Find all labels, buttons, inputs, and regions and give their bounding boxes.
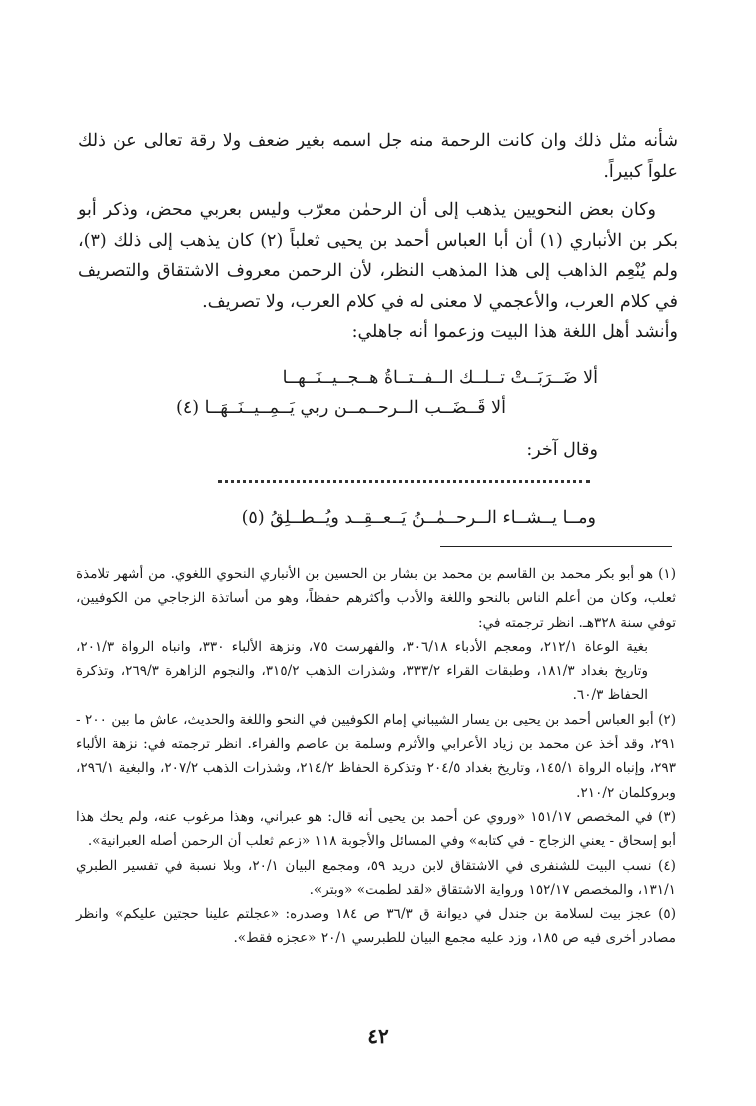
verse-1-hemistich-1: ألا ضَــرَبَــتْ تــلــك الــفــتــاةُ هــجــيــنَــهــا [282, 368, 598, 388]
other-poet-label: وقال آخر: [526, 440, 598, 460]
footnotes [76, 562, 676, 951]
verse-2-hemistich: ومــا يــشــاء الــرحــمٰــنُ يَــعــقِــد ويُــطــلِقُ (٥) [241, 508, 596, 528]
footnote-1-sources: بغية الوعاة ٢١٢/١، ومعجم الأدباء ٣٠٦/١٨، والفهرست ٧٥، ونزهة الألباء ٣٣٠، وانباه الرواة ٢٠١/٣، وتاريخ بغداد ١٨١/٣، وطبقات القراء ٣٣٣/٢، وشذرات الذهب ٣١٥/٢، والنجوم الزاهرة ٢٦٩/٣، وتذكرة الحفاظ ٦٠/٣. [76, 638, 649, 704]
footnote-separator [440, 546, 672, 547]
footnote-3: (٣) في المخصص ١٥١/١٧ «وروي عن أحمد بن يحيى أنه قال: هو عبراني، وهذا مرغوب عنه، ولم يحك هذا أبو إسحاق - يعني الزجاج - في كتابه» وفي المسائل والأجوبة ١١٨ «زعم ثعلب أن الرحمن أصله العبرانية». [76, 808, 676, 850]
footnote-2: (٢) أبو العباس أحمد بن يحيى بن يسار الشيباني إمام الكوفيين في النحو واللغة والحديث، عاش ما بين ٢٠٠ - ٢٩١، وقد أخذ عن محمد بن زياد الأعرابي والأثرم وسلمة بن عاصم والفراء. انظر ترجمته في: نزهة الألباء ٢٩٣، وإنباه الرواة ١٤٥/١، وتاريخ بغداد ٢٠٤/٥ وتذكرة الحفاظ ٢١٤/٢، وشذرات الذهب ٢٠٧/٢، والبغية ٢٩٦/١، وبروكلمان ٢١٠/٢. [76, 711, 676, 801]
main-text [78, 126, 678, 348]
footnote-4: (٤) نسب البيت للشنفرى في الاشتقاق لابن دريد ٥٩، ومجمع البيان ٢٠/١، وبلا نسبة في تفسير الطبري ١٣١/١، والمخصص ١٥٢/١٧ ورواية الاشتقاق «لقد لطمت» «وبتر». [76, 857, 676, 898]
ellipsis-line [218, 480, 590, 495]
footnote-1: (١) هو أبو بكر محمد بن القاسم بن محمد بن بشار بن الحسين بن الأنباري النحوي اللغوي. من أشهر تلامذة ثعلب، وكان من أعلم الناس بالنحو واللغة والأدب وأكثرهم حفظاً، وهو من أساتذة الزجاجي من الكوفيين، توفي سنة ٣٢٨هـ. انظر ترجمته في: [76, 566, 676, 631]
page-number: ٤٢ [367, 1024, 389, 1048]
paragraph-1: شأنه مثل ذلك وان كانت الرحمة منه جل اسمه بغير ضعف ولا رقة تعالى عن ذلك علواً كبيراً. [78, 131, 678, 182]
footnote-5: (٥) عجز بيت لسلامة بن جندل في ديوانة ق ٣٦/٣ ص ١٨٤ وصدره: «عجلتم علينا حجتين عليكم» وانظر مصادر أخرى فيه ص ١٨٥، وزد عليه مجمع البيان للطبرسي ٢٠/١ «عجزه فقط». [76, 906, 676, 947]
verse-1-hemistich-2: ألا قَــضَــب الــرحــمــن ربي يَــمِــيــنَــهَــا (٤) [176, 398, 506, 418]
paragraph-2: وكان بعض النحويين يذهب إلى أن الرحمٰن معرّب وليس بعربي محض، وذكر أبو بكر بن الأنباري (١) أن أبا العباس أحمد بن يحيى ثعلباً (٢) كان يذهب إلى ذلك (٣)، ولم يُنْعِم الذاهب إلى هذا المذهب النظر، لأن الرحمن معروف الاشتقاق والتصريف في كلام العرب، والأعجمي لا معنى له في كلام العرب، ولا تصريف. [78, 200, 678, 312]
paragraph-3: وأنشد أهل اللغة هذا البيت وزعموا أنه جاهلي: [351, 322, 678, 342]
